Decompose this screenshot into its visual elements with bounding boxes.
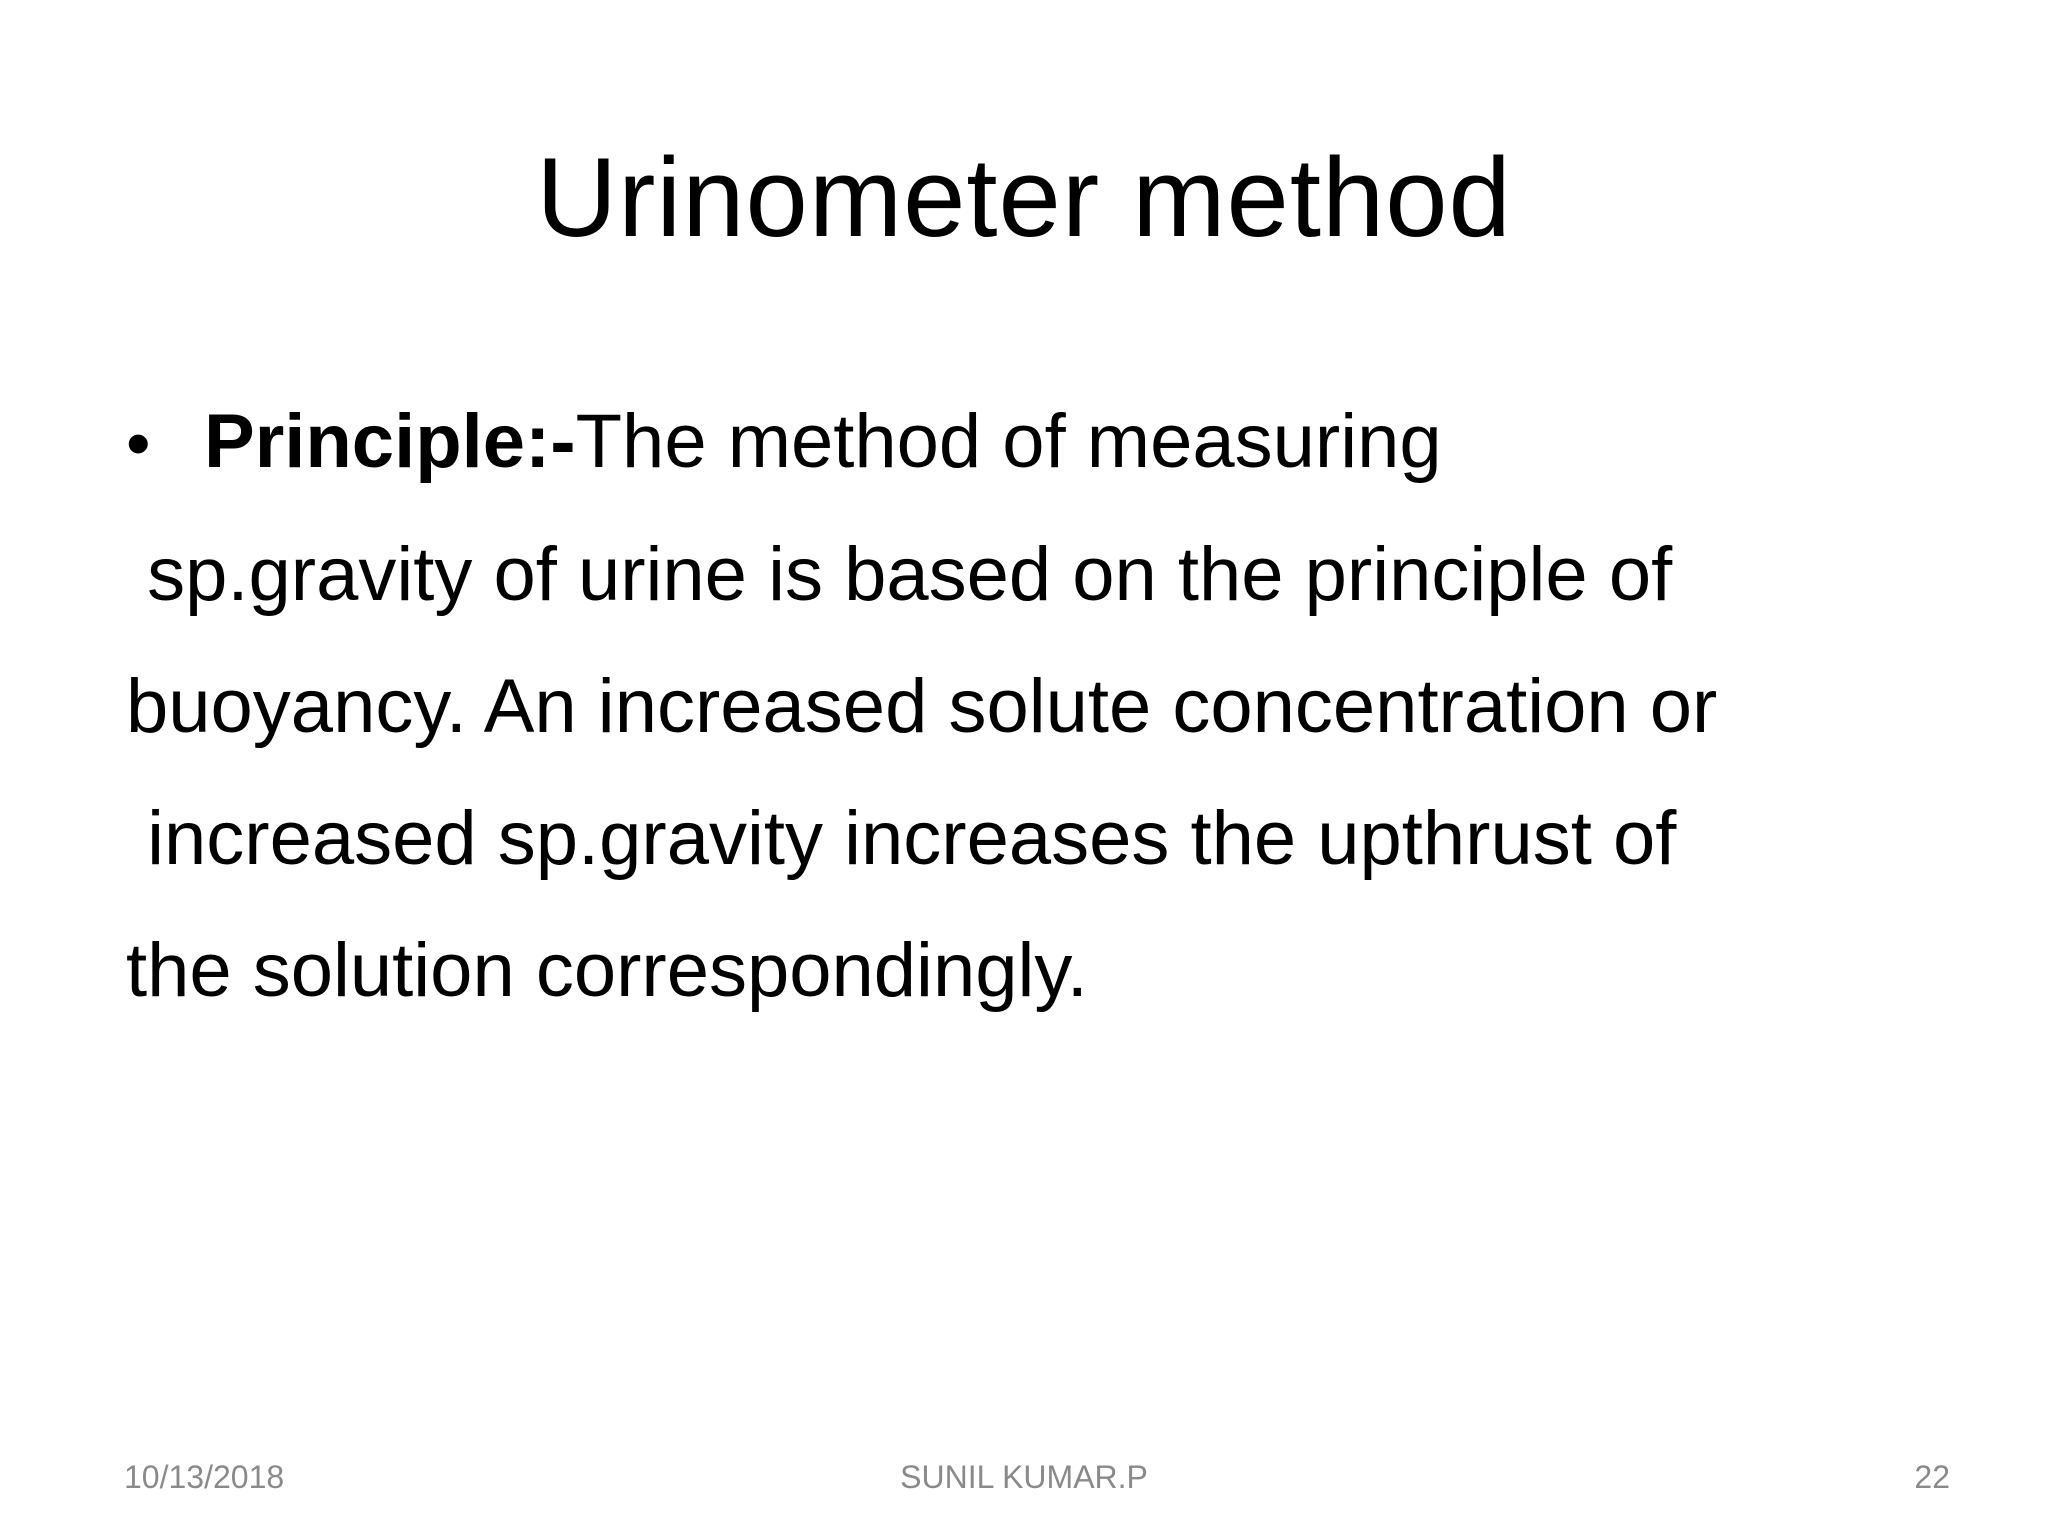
body-line-5: the solution correspondingly. xyxy=(126,928,1088,1013)
body-line-1 xyxy=(126,376,1956,509)
body-line-2: sp.gravity of urine is based on the principle of xyxy=(126,532,1673,617)
footer-date: 10/13/2018 xyxy=(124,1459,285,1495)
principle-label: Principle:- xyxy=(204,399,576,484)
body-text-1: The method of measuring xyxy=(575,399,1442,484)
footer-page-number: 22 xyxy=(1914,1459,1950,1495)
footer-author: SUNIL KUMAR.P xyxy=(900,1459,1148,1495)
body-line-3: buoyancy. An increased solute concentration or xyxy=(126,664,1718,749)
body-line-4: increased sp.gravity increases the upthrust of xyxy=(126,796,1677,881)
bullet-icon: • xyxy=(126,404,151,482)
slide-body xyxy=(126,376,1956,1037)
slide-title: Urinometer method xyxy=(536,135,1512,260)
